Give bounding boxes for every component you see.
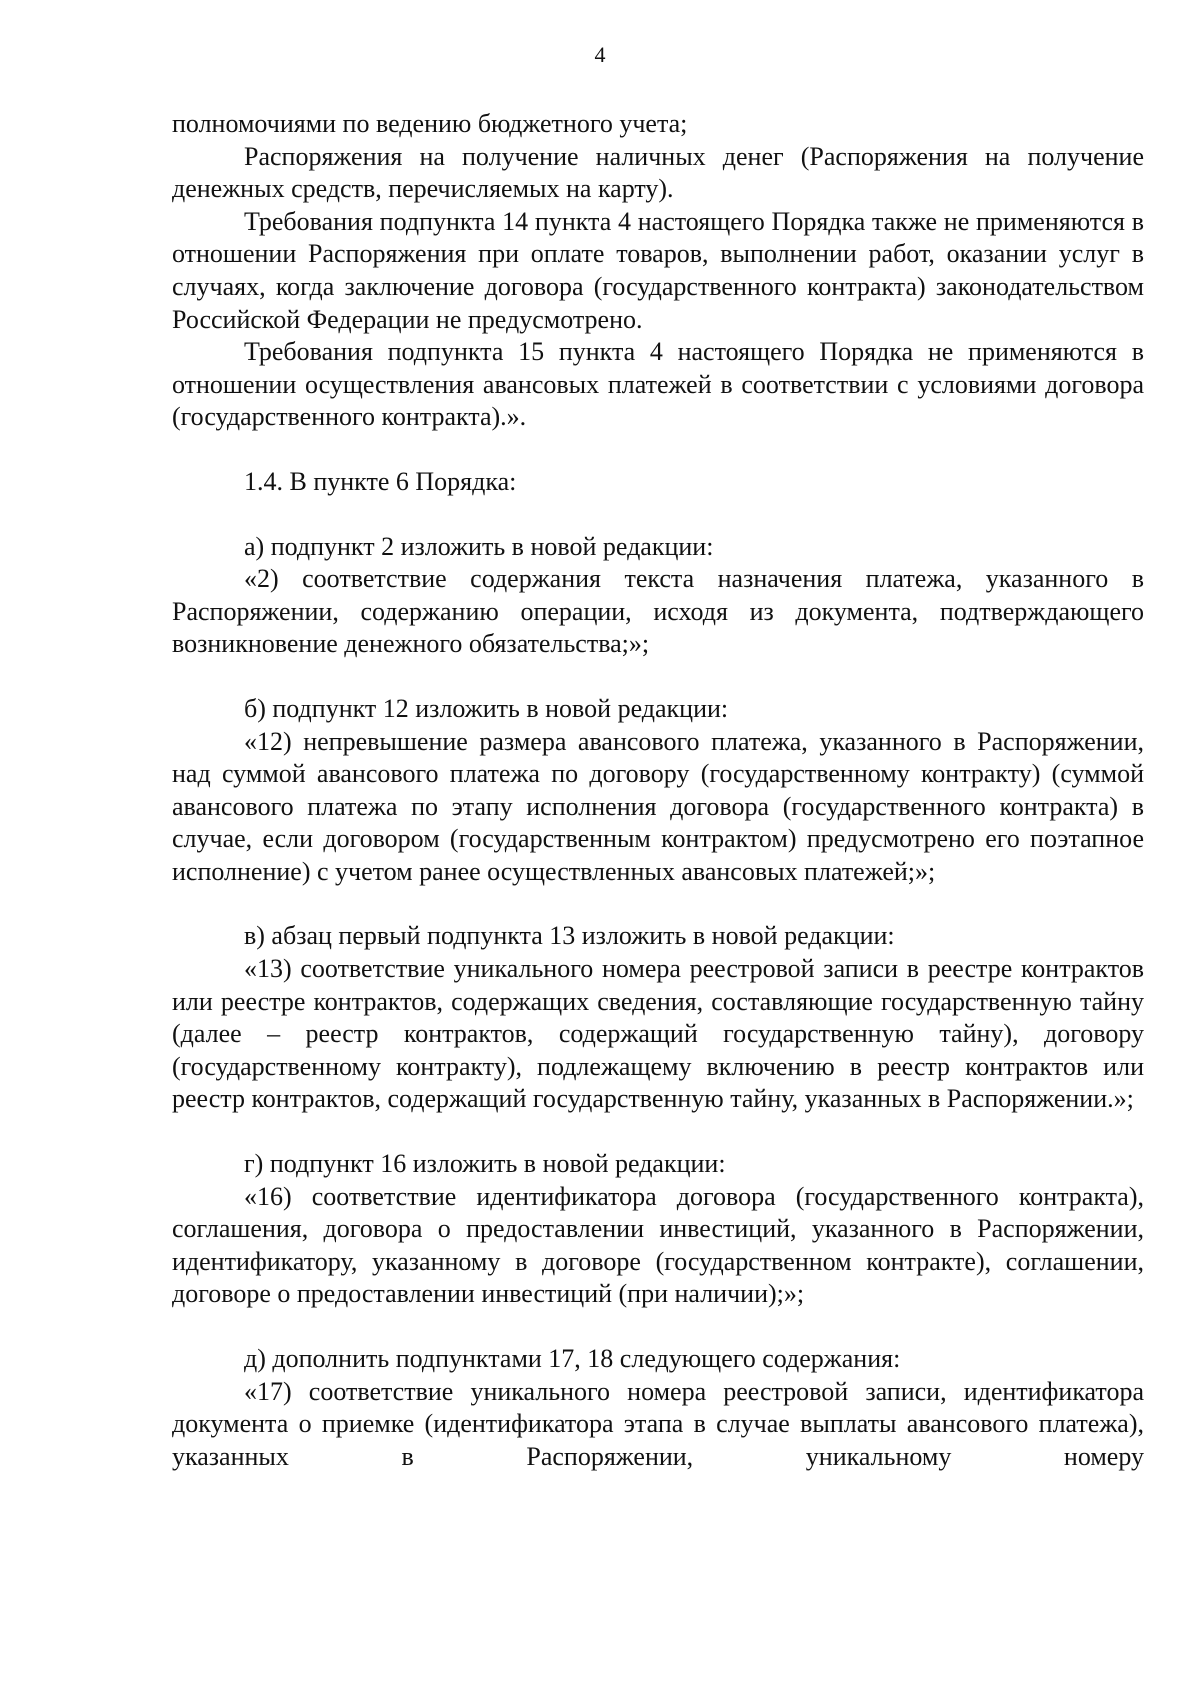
item-g-text: «16) соответствие идентификатора договора (государственного контракта), соглашения, договора о предоставлении инвестиций, указанного в Распоряжении, идентификатору, указанному в договоре (государственном контракте), соглашении, договоре о предоставлении инвестиций (при наличии);»; [172,1181,1144,1309]
paragraph-budget-accounting: полномочиями по ведению бюджетного учета; [172,109,688,138]
item-v-text: «13) соответствие уникального номера реестровой записи в реестре контрактов или реестре контрактов, содержащих сведения, составляющие государственную тайну (далее – реестр контрактов, содержащий государственную тайну), договору (государственному контракту), подлежащему включению в реестр контрактов или реестр контрактов, содержащий государственную тайну, указанных в Распоряжении.»; [172,954,1144,1114]
section-heading-1-4: 1.4. В пункте 6 Порядка: [244,466,517,496]
item-b-text: «12) непревышение размера авансового платежа, указанного в Распоряжении, над суммой авансового платежа по договору (государственному контракту) (суммой авансового платежа по этапу исполнения договора (государственного контракта) в случае, если договором (государственным контрактом) предусмотрено его поэтапное исполнение) с учетом ранее осуществленных авансовых платежей;»; [172,726,1144,886]
item-d-heading: д) дополнить подпунктами 17, 18 следующего содержания: [244,1344,901,1373]
document-body [172,108,1144,1473]
paragraph-cash-orders: Распоряжения на получение наличных денег (Распоряжения на получение денежных средств, перечисляемых на карту). [172,141,1144,204]
item-a-text: «2) соответствие содержания текста назначения платежа, указанного в Распоряжении, содержанию операции, исходя из документа, подтверждающего возникновение денежного обязательства;»; [172,564,1144,659]
paragraph-subitem-15-exception: Требования подпункта 15 пункта 4 настоящего Порядка не применяются в отношении осуществления авансовых платежей в соответствии с условиями договора (государственного контракта).». [172,337,1144,432]
item-g-heading: г) подпункт 16 изложить в новой редакции: [244,1149,726,1179]
item-v-heading: в) абзац первый подпункта 13 изложить в новой редакции: [244,921,895,951]
item-b-heading: б) подпункт 12 изложить в новой редакции: [244,693,729,723]
paragraph-subitem-14-exception: Требования подпункта 14 пункта 4 настоящего Порядка также не применяются в отношении Распоряжения при оплате товаров, выполнении работ, оказании услуг в случаях, когда заключение договора (государственного контракта) законодательством Российской Федерации не предусмотрено. [172,206,1144,334]
item-a-heading: а) подпункт 2 изложить в новой редакции: [244,531,714,561]
item-d-text: «17) соответствие уникального номера реестровой записи, идентификатора документа о приемке (идентификатора этапа в случае выплаты авансового платежа), указанных в Распоряжении, уникальному номеру [172,1376,1144,1471]
page-number: 4 [594,42,606,67]
